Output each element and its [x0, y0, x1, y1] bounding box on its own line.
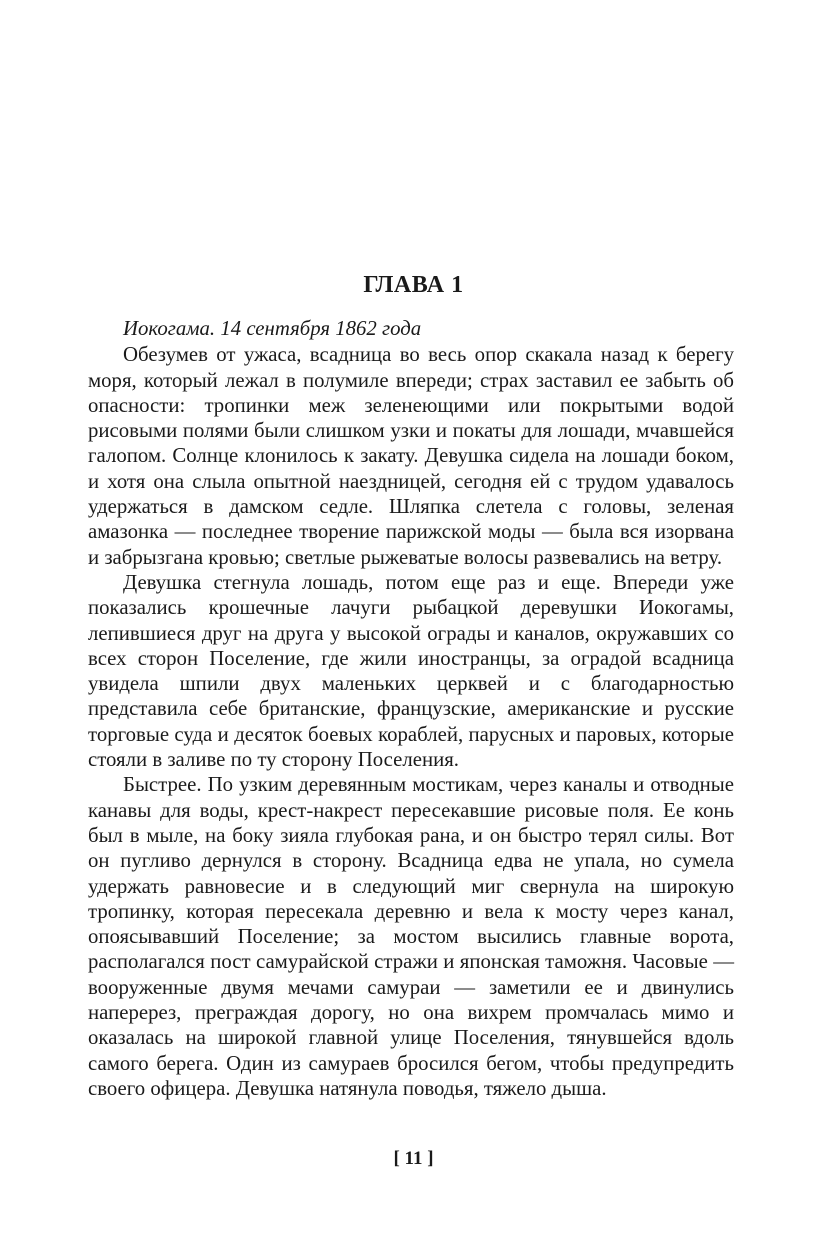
chapter-dateline: Иокогама. 14 сентября 1862 года [123, 317, 422, 340]
body-text [88, 316, 734, 1101]
paragraph-1: Обезумев от ужаса, всадница во весь опор скакала назад к берегу моря, который лежал в полумиле впереди; страх заставил ее забыть об опасности: тропинки меж зеленеющими или покрытыми водой рисовыми полями были слишком узки и покаты для лошади, мчавшейся галопом. Солнце клонилось к закату. Девушка сидела на лошади боком, и хотя она слыла опытной наездницей, сегодня ей с трудом удавалось удержаться в дамском седле. Шляпка слетела с головы, зеленая амазонка — последнее творение парижской моды — была вся изорвана и забрызгана кровью; светлые рыжеватые волосы развевались на ветру. [88, 343, 734, 569]
paragraph-3: Быстрее. По узким деревянным мостикам, через каналы и отводные канавы для воды, крест-накрест пересекавшие рисовые поля. Ее конь был в мыле, на боку зияла глубокая рана, и он быстро терял силы. Вот он пугливо дернулся в сторону. Всадница едва не упала, но сумела удержать равновесие и в следующий миг свернула на широкую тропинку, которая пересекала деревню и вела к мосту через канал, опоясывавший Поселение; за мостом высились главные ворота, располагался пост самурайской стражи и японская таможня. Часовые — вооруженные двумя мечами самураи — заметили ее и двинулись наперерез, преграждая дорогу, но она вихрем промчалась мимо и оказалась на широкой главной улице Поселения, тянувшейся вдоль самого берега. Один из самураев бросился бегом, чтобы предупредить своего офицера. Девушка натянула поводья, тяжело дыша. [88, 773, 734, 1100]
chapter-title: ГЛАВА 1 [363, 272, 464, 298]
paragraph-2: Девушка стегнула лошадь, потом еще раз и еще. Впереди уже показались крошечные лачуги рыбацкой деревушки Иокогамы, лепившиеся друг на друга у высокой ограды и каналов, окружавших со всех сторон Поселение, где жили иностранцы, за оградой всадница увидела шпили двух маленьких церквей и с благодарностью представила себе британские, французские, американские и русские торговые суда и десяток боевых кораблей, парусных и паровых, которые стояли в заливе по ту сторону Поселения. [88, 570, 734, 772]
page-number: [ 11 ] [393, 1148, 434, 1169]
